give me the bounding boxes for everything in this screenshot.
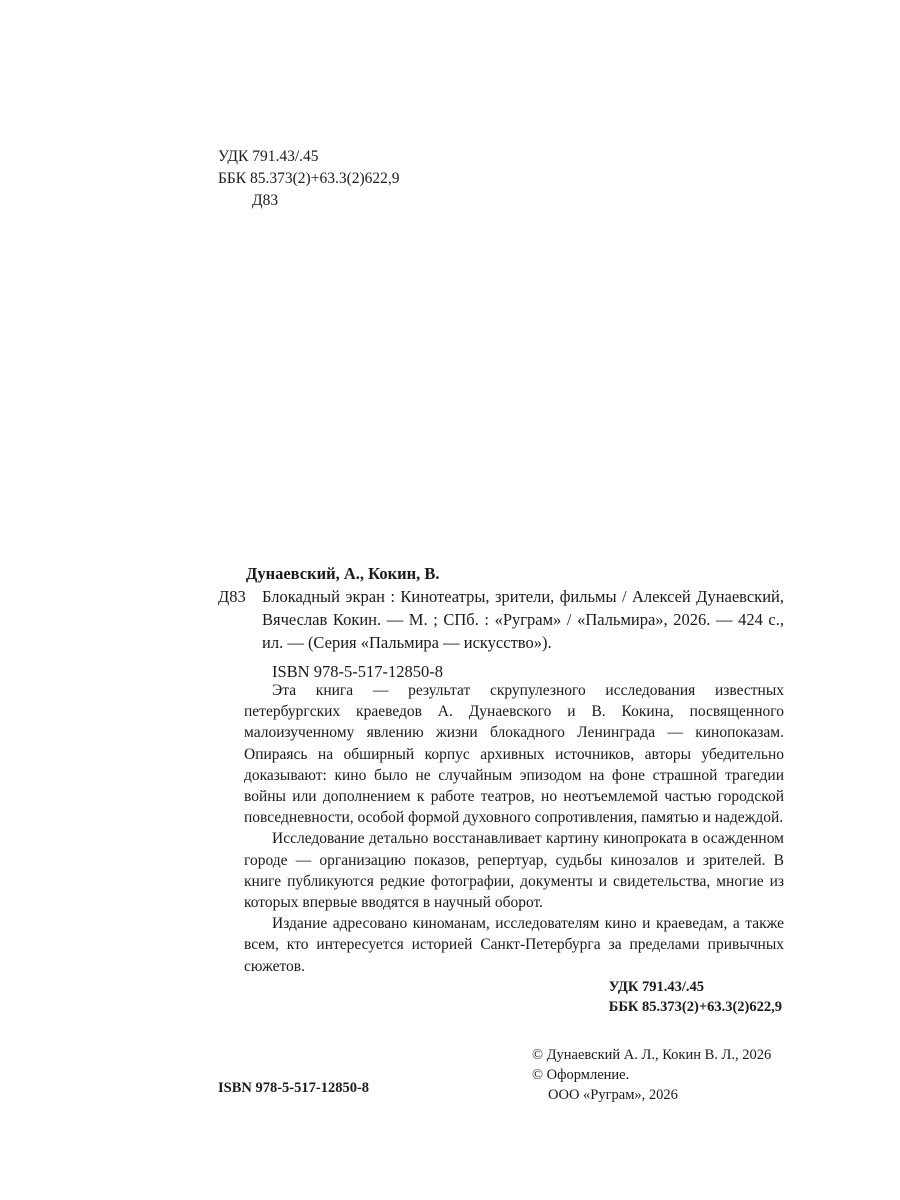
bbk-code: ББК 85.373(2)+63.3(2)622,9 <box>218 170 400 187</box>
copyright-publisher: ООО «Руграм», 2026 <box>548 1087 678 1103</box>
entry-description-row <box>218 585 784 654</box>
annotation <box>244 680 784 977</box>
bibliographic-entry <box>218 562 784 683</box>
entry-author-mark: Д83 <box>218 587 246 606</box>
annotation-paragraph: Издание адресовано киноманам, исследователям кино и краеведам, а также всем, кто интересуется историей Санкт-Петербурга за пределами привычных сюжетов. <box>244 915 784 975</box>
entry-description: Блокадный экран : Кинотеатры, зрители, фильмы / Алексей Дунаевский, Вячеслав Кокин. — М. ; СПб. : «Руграм» / «Пальмира», 2026. — 424 с., ил. — (Серия «Пальмира — искусство»). <box>262 587 784 652</box>
bottom-classification-codes <box>609 977 782 1017</box>
copyright-design: © Оформление. <box>532 1067 630 1083</box>
copyright-block <box>532 1045 771 1105</box>
entry-authors: Дунаевский, А., Кокин, В. <box>246 564 440 583</box>
bottom-bbk-code: ББК 85.373(2)+63.3(2)622,9 <box>608 999 782 1015</box>
udk-code: УДК 791.43/.45 <box>218 148 319 165</box>
bottom-udk-code: УДК 791.43/.45 <box>608 979 705 995</box>
copyright-authors: © Дунаевский А. Л., Кокин В. Л., 2026 <box>532 1047 772 1063</box>
top-classification-codes <box>218 146 400 212</box>
annotation-paragraph: Исследование детально восстанавливает картину кинопроката в осажденном городе — организацию показов, репертуар, судьбы кинозалов и зрителей. В книге публикуются редкие фотографии, документы и свидетельства, многие из которых впервые вводятся в научный оборот. <box>244 830 784 912</box>
annotation-paragraph: Эта книга — результат скрупулезного исследования известных петербургских краеведов А. Дунаевского и В. Кокина, посвященного малоизученному явлению жизни блокадного Ленинграда — кинопоказам. Опираясь на обширный корпус архивных источников, авторы убедительно доказывают: кино было не случайным эпизодом на фоне страшной трагедии войны или дополнением к работе театров, но неотъемлемой частью городской повседневности, особой формой духовного сопротивления, памятью и надеждой. <box>244 682 784 827</box>
entry-isbn: ISBN 978-5-517-12850-8 <box>272 662 443 681</box>
isbn-footer: ISBN 978-5-517-12850-8 <box>218 1080 370 1096</box>
author-mark: Д83 <box>252 192 279 209</box>
